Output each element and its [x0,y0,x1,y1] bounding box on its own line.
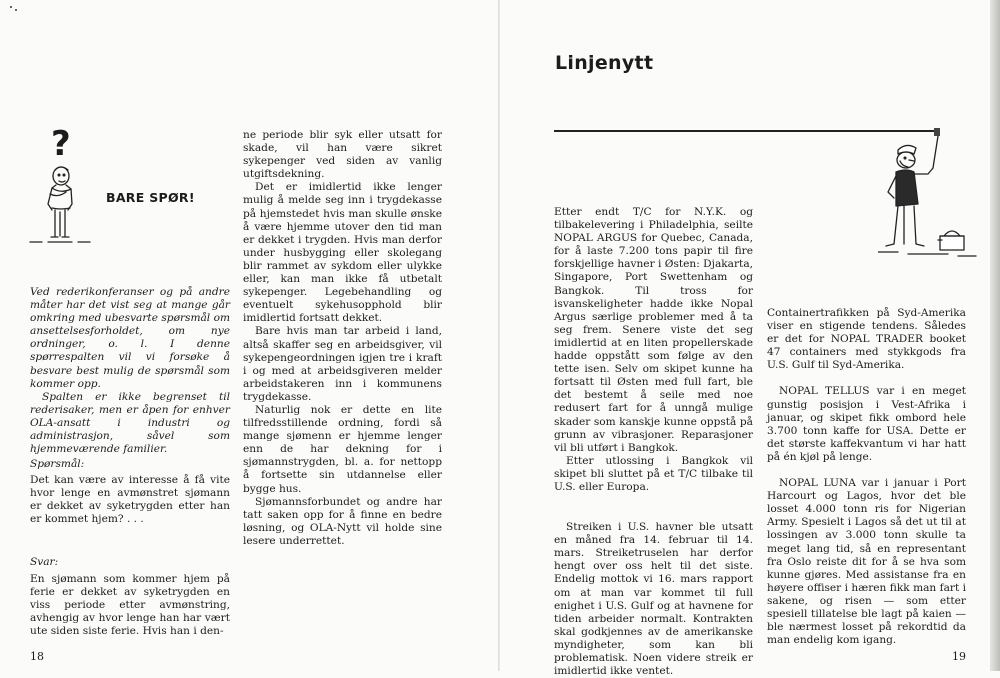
paragraph: Sjømannsforbundet og andre har tatt saken opp for å finne en bedre løsning, og OLA-Nytt vil holde sine lesere underrettet. [243,495,442,547]
intro-text: Ved rederikonferanser og på andre måter har det vist seg at mange går omkring med ubesvarte spørsmål om ansettelsesforholdet, om nye ordninger, o. l. I denne spørrespalten vil vi forsøke å besvare best mulig de spørsmål som kommer opp. [30,286,230,390]
page-title: Linjenytt [555,52,654,74]
column-title: BARE SPØR! [106,190,195,205]
paragraph: Etter utlossing i Bangkok vil skipet bli sluttet på et T/C tilbake til U.S. eller Europa. [554,454,753,493]
page-number: 18 [30,650,44,663]
right-page [500,0,990,678]
answer-text: En sjømann som kommer hjem på ferie er dekket av syketrygden en viss periode etter avmønstring, avhengig av hvor lenge han har vært ute siden siste ferie. Hvis han i den- [30,573,230,638]
sailor-painter-icon [878,128,978,260]
question-mark-icon: ? [51,124,71,164]
article-column [767,307,966,647]
paragraph: Det er imidlertid ikke lenger mulig å melde seg inn i trygdekasse på hjemstedet hvis man skulle ønske å være hjemme utover den tid man er dekket i trygden. Hvis man derfor under husbygging eller skolegang blir rammet av sykdom eller ulykke eller, kan man ikke få utbetalt sykepenger. Legebehandling og eventuelt sykehusopphold blir imidlertid fortsatt dekket. [243,181,442,325]
paragraph: ne periode blir syk eller utsatt for skade, vil han være sikret sykepenger ved siden av vanlig utgiftsdekning. [243,129,442,181]
paragraph: Etter endt T/C for N.Y.K. og tilbakelevering i Philadelphia, seilte NOPAL ARGUS for Quebec, Canada, for å laste 7.200 tons papir til fire forskjellige havner i Østen: Djakarta, Singapore, Port Swettenham og Bangkok. Til tross for isvanskeligheter hadde ikke Nopal Argus særlige problemer med å ta seg frem. Senere viste det seg imidlertid at en liten propellerskade hadde oppstått som følge av den tette isen. Selv om skipet kunne ha fortsatt til Østen med full fart, ble det bestemt å seile med noe redusert fart for å unngå mulige skader som kanskje kunne oppstå på grunn av vibrasjoner. Reparasjoner vil bli utført i Bangkok. [554,206,754,454]
paragraph: NOPAL TELLUS var i en meget gunstig posisjon i Vest-Afrika i januar, og skipet fikk ombord hele 3.700 tonn kaffe for USA. Dette er det største kaffekvantum vi har hatt på én kjøl på lenge. [767,385,966,463]
paragraph: Containertrafikken på Syd-Amerika viser en stigende tendens. Således er det for NOPAL TRADER booket 47 containers med stykkgods fra U.S. Gulf til Syd-Amerika. [767,307,966,372]
paragraph: Bare hvis man tar arbeid i land, altså skaffer seg en arbeidsgiver, vil sykepengeordningen igjen tre i kraft i og med at arbeidsgiveren melder arbeidstakeren inn i kommunens trygdekasse. [243,325,442,403]
page-number: 19 [952,650,966,663]
article-column [554,206,753,678]
article-column [243,129,442,548]
scan-specks [10,6,16,12]
question-text: Det kan være av interesse å få vite hvor lenge en avmønstret sjømann er dekket av syketrygden etter han er kommet hjem? . . . [30,474,230,526]
paragraph: NOPAL LUNA var i januar i Port Harcourt og Lagos, hvor det ble losset 4.000 tonn ris for Nigerian Army. Spesielt i Lagos så det ut til at lossingen av 3.000 tonn skulle ta meget lang tid, så en representant fra Oslo reiste dit for å se hva som kunne gjøres. Med assistanse fra en høyere offiser i hæren fikk man fart i sakene, og risen — som etter spesiell tillatelse ble lagt på kaien — ble nærmest losset på rekordtid da man endelig kom igang. [767,477,966,647]
answer-label: Svar: [30,556,59,568]
question-man-illustration [28,124,98,248]
intro-paragraph [30,286,230,456]
thinking-man-icon [28,164,98,246]
question-label: Spørsmål: [30,458,85,470]
left-page [0,0,498,671]
intro-text: Spalten er ikke begrenset til rederisaker, men er åpen for enhver OLA-ansatt i industri og administrasjon, såvel som hjemmeværende familier. [30,390,230,456]
paragraph: Naturlig nok er dette en lite tilfredsstillende ordning, fordi så mange sjømenn er hjemme lenger enn de har dekning for i sjømannstrygden, bl. a. for nettopp å fortsette sin utdannelse eller bygge hus. [243,403,442,495]
paragraph: Streiken i U.S. havner ble utsatt en måned fra 14. februar til 14. mars. Streiketruselen har derfor hengt over oss helt til det siste. Endelig mottok vi 16. mars rapport om at man var kommet til full enighet i U.S. Gulf og at havnene for tiden arbeider normalt. Kontrakten skal godkjennes av de amerikanske myndigheter, som kan bli problematisk. Noen videre streik er imidlertid ikke ventet. [554,521,753,678]
page-edge-shadow [990,0,1000,671]
